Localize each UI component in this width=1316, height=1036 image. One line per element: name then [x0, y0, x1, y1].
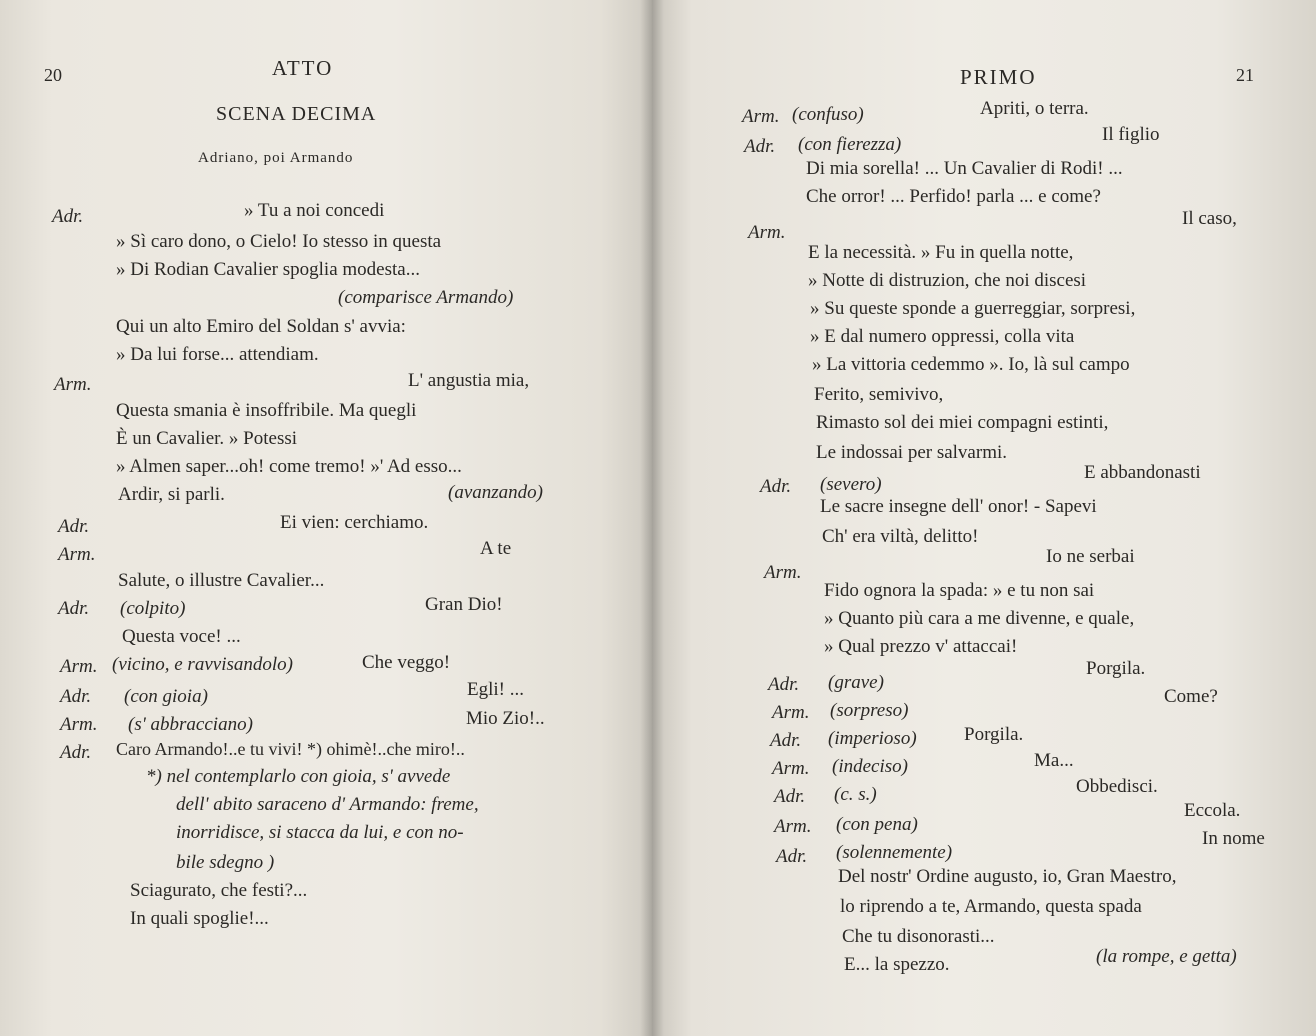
verse-line: Sciagurato, che festi?... — [130, 880, 308, 901]
speaker-label: Arm. — [60, 656, 98, 677]
verse-line: Egli! ... — [467, 679, 524, 700]
stage-direction: inorridisce, si stacca da lui, e con no- — [176, 822, 464, 843]
verse-line: » Tu a noi concedi — [244, 200, 385, 221]
stage-direction: (imperioso) — [828, 728, 917, 749]
stage-direction: (avanzando) — [448, 482, 543, 503]
verse-line: È un Cavalier. » Potessi — [116, 428, 298, 449]
speaker-label: Adr. — [774, 786, 806, 807]
verse-line: Ma... — [1034, 750, 1074, 771]
stage-direction: (colpito) — [120, 598, 186, 619]
verse-line: Che orror! ... Perfido! parla ... e come? — [806, 186, 1101, 207]
verse-line: » Qual prezzo v' attaccai! — [824, 636, 1018, 657]
verse-line: Caro Armando!..e tu vivi! *) ohimè!..che miro!.. — [116, 739, 465, 759]
stage-direction: (con fierezza) — [798, 134, 902, 155]
speaker-label: Arm. — [58, 544, 96, 565]
verse-line: » Da lui forse... attendiam. — [116, 344, 319, 365]
scene-title: SCENA DECIMA — [216, 103, 377, 125]
verse-line: » Quanto più cara a me divenne, e quale, — [824, 608, 1135, 629]
stage-direction: (severo) — [820, 474, 882, 495]
stage-direction: (con pena) — [836, 814, 918, 835]
speaker-label: Arm. — [772, 702, 810, 723]
stage-direction: (con gioia) — [124, 686, 208, 707]
stage-direction: (comparisce Armando) — [338, 287, 514, 308]
verse-line: Come? — [1164, 686, 1218, 707]
stage-direction: bile sdegno ) — [176, 852, 275, 873]
speaker-label: Adr. — [58, 598, 90, 619]
verse-line: Salute, o illustre Cavalier... — [118, 570, 325, 591]
verse-line: » Almen saper...oh! come tremo! »' Ad esso... — [116, 456, 462, 477]
speaker-label: Arm. — [748, 222, 786, 243]
verse-line: Qui un alto Emiro del Soldan s' avvia: — [116, 316, 406, 337]
running-head: PRIMO — [960, 65, 1037, 89]
verse-line: » Su queste sponde a guerreggiar, sorpresi, — [810, 298, 1136, 319]
stage-direction: dell' abito saraceno d' Armando: freme, — [176, 794, 479, 815]
speaker-label: Arm. — [764, 562, 802, 583]
verse-line: Questa smania è insoffribile. Ma quegli — [116, 400, 417, 421]
verse-line: Rimasto sol dei miei compagni estinti, — [816, 412, 1109, 433]
verse-line: Ei vien: cerchiamo. — [280, 512, 429, 533]
verse-line: Ferito, semivivo, — [814, 384, 944, 405]
stage-direction: (la rompe, e getta) — [1096, 946, 1237, 967]
verse-line: Di mia sorella! ... Un Cavalier di Rodi! ... — [806, 158, 1123, 179]
verse-line: Obbedisci. — [1076, 776, 1158, 797]
characters-line: Adriano, poi Armando — [198, 150, 354, 166]
verse-line: Il figlio — [1102, 124, 1160, 145]
verse-line: Le indossai per salvarmi. — [816, 442, 1008, 463]
speaker-label: Arm. — [772, 758, 810, 779]
stage-direction: *) nel contemplarlo con gioia, s' avvede — [146, 766, 451, 787]
verse-line: In nome — [1202, 828, 1265, 849]
speaker-label: Arm. — [54, 374, 92, 395]
verse-line: Io ne serbai — [1046, 546, 1135, 567]
verse-line: In quali spoglie!... — [130, 908, 269, 929]
page-number: 21 — [1236, 65, 1254, 85]
speaker-label: Adr. — [60, 686, 92, 707]
right-page — [652, 0, 1316, 1036]
left-page — [0, 0, 652, 1036]
verse-line: A te — [480, 538, 512, 559]
stage-direction: (solennemente) — [836, 842, 953, 863]
speaker-label: Adr. — [770, 730, 802, 751]
page-number: 20 — [44, 65, 62, 85]
stage-direction: (s' abbracciano) — [128, 714, 253, 735]
verse-line: E la necessità. » Fu in quella notte, — [808, 242, 1074, 263]
stage-direction: (grave) — [828, 672, 884, 693]
speaker-label: Adr. — [768, 674, 800, 695]
verse-line: Le sacre insegne dell' onor! - Sapevi — [820, 496, 1097, 517]
verse-line: E abbandonasti — [1084, 462, 1201, 483]
speaker-label: Arm. — [742, 106, 780, 127]
verse-line: Porgila. — [964, 724, 1024, 745]
verse-line: Del nostr' Ordine augusto, io, Gran Maestro, — [838, 866, 1177, 887]
verse-line: » Di Rodian Cavalier spoglia modesta... — [116, 259, 420, 280]
verse-line: E... la spezzo. — [844, 954, 950, 975]
verse-line: Ardir, si parli. — [118, 484, 225, 505]
stage-direction: (indeciso) — [832, 756, 908, 777]
speaker-label: Adr. — [744, 136, 776, 157]
verse-line: Che tu disonorasti... — [842, 926, 995, 947]
speaker-label: Adr. — [52, 206, 84, 227]
verse-line: Ch' era viltà, delitto! — [822, 526, 979, 547]
speaker-label: Adr. — [58, 516, 90, 537]
verse-line: Fido ognora la spada: » e tu non sai — [824, 580, 1095, 601]
speaker-label: Adr. — [760, 476, 792, 497]
stage-direction: (vicino, e ravvisandolo) — [112, 654, 293, 675]
verse-line: lo riprendo a te, Armando, questa spada — [840, 896, 1142, 917]
verse-line: Mio Zio!.. — [466, 708, 545, 729]
running-head: ATTO — [272, 56, 334, 80]
verse-line: Apriti, o terra. — [980, 98, 1089, 119]
stage-direction: (c. s.) — [834, 784, 877, 805]
verse-line: » E dal numero oppressi, colla vita — [810, 326, 1075, 347]
verse-line: L' angustia mia, — [408, 370, 530, 391]
stage-direction: (sorpreso) — [830, 700, 909, 721]
stage-direction: (confuso) — [792, 104, 864, 125]
verse-line: Questa voce! ... — [122, 626, 241, 647]
verse-line: Eccola. — [1184, 800, 1241, 821]
verse-line: Gran Dio! — [425, 594, 503, 615]
verse-line: Porgila. — [1086, 658, 1146, 679]
book-gutter — [640, 0, 664, 1036]
verse-line: Che veggo! — [362, 652, 451, 673]
verse-line: » Notte di distruzion, che noi discesi — [808, 270, 1087, 291]
speaker-label: Adr. — [60, 742, 92, 763]
speaker-label: Arm. — [60, 714, 98, 735]
verse-line: » La vittoria cedemmo ». Io, là sul campo — [812, 354, 1130, 375]
verse-line: Il caso, — [1182, 208, 1237, 229]
speaker-label: Arm. — [774, 816, 812, 837]
verse-line: » Sì caro dono, o Cielo! Io stesso in questa — [116, 231, 442, 252]
speaker-label: Adr. — [776, 846, 808, 867]
